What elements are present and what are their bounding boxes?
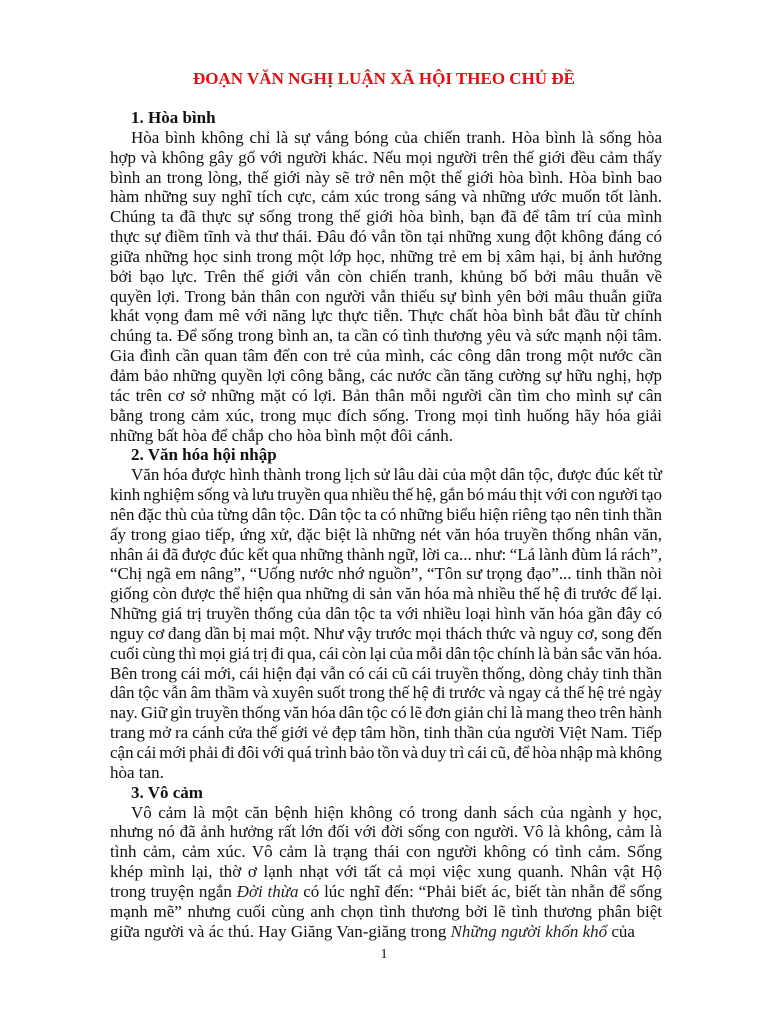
section-heading-van-hoa-hoi-nhap: 2. Văn hóa hội nhập	[131, 445, 277, 465]
text-segment: của	[607, 921, 635, 941]
text-line: Văn hóa được hình thành trong lịch sử lâu dài của một dân tộc, được đúc kết từ	[131, 465, 662, 485]
text-line	[110, 922, 662, 942]
text-line: kinh nghiệm sống và lưu truyền qua nhiều thế hệ, gắn bó máu thịt với con người tạo	[110, 485, 662, 505]
text-line: trang mở ra cánh cửa thế giới vẻ đẹp tâm hồn, tinh thần của người Việt Nam. Tiếp	[110, 723, 662, 743]
text-line: Chúng ta đã thực sự sống trong thế giới hòa bình, bạn đã để tâm trí của mình	[110, 207, 662, 227]
text-segment: có lúc nghĩ đến: “Phải biết ác, biết tàn nhẫn để sống	[298, 881, 663, 901]
text-line: tình cảm, cảm xúc. Vô cảm là trạng thái con người không có tình cảm. Sống	[110, 842, 662, 862]
document-title: ĐOẠN VĂN NGHỊ LUẬN XÃ HỘI THEO CHỦ ĐỀ	[193, 69, 575, 88]
text-line: cuối cùng thì mọi giá trị đi qua, cái còn lại của mỗi dân tộc chính là bản sắc văn hóa.	[110, 643, 662, 663]
text-line: tác trên cơ sở những mặt có lợi. Bản thân mỗi người cần tìm cho mình sự cân	[110, 385, 662, 405]
text-line: thực sự điềm tĩnh và thư thái. Đâu đó vẫn tồn tại những xung đột không đáng có	[110, 227, 662, 247]
text-line: “Chị ngã em nâng”, “Uống nước nhớ nguồn”, “Tôn sư trọng đạo”... tinh thần nòi	[110, 564, 662, 584]
text-line: nhân ái đã được đúc kết qua những thành ngữ, lời ca... như: “Lá lành đùm lá rách”,	[110, 544, 662, 564]
text-line: bình an trong lòng, thế giới này sẽ trở nên một thế giới hòa bình. Hòa bình bao	[110, 167, 662, 187]
text-line: chúng ta. Để sống trong bình an, ta cần có tình thương yêu và sức mạnh nội tâm.	[110, 326, 662, 346]
text-line: bởi bạo lực. Trên thế giới vẫn còn chiến tranh, khủng bố bởi mâu thuẫn về	[110, 266, 662, 286]
text-line: Vô cảm là một căn bệnh hiện không có trong danh sách của ngành y học,	[131, 802, 662, 822]
text-line: bằng trong cảm xúc, trong mục đích sống. Trong mọi tình huống hãy hóa giải	[110, 405, 662, 425]
text-line: quyền lợi. Trong bản thân con người vẫn thiếu sự bình yên bởi mâu thuẫn giữa	[110, 286, 662, 306]
paragraph-van-hoa-hoi-nhap	[110, 465, 662, 783]
text-line: giống còn được thể hiện qua những di sản văn hóa mà nhiều thế hệ đi trước để lại.	[110, 584, 662, 604]
text-line: nên đặc thù của từng dân tộc. Dân tộc ta có những biểu hiện riêng tạo nên tinh thần	[110, 504, 662, 524]
text-line: mạnh mẽ” nhưng cuối cùng anh chọn tình thương bởi lẽ tình thương phân biệt	[110, 901, 662, 921]
text-line: Bên trong cái mới, cái hiện đại vẫn có cái cũ cái truyền thống, dòng chảy tinh thần	[110, 663, 662, 683]
paragraph-vo-cam	[110, 803, 662, 942]
text-line: dân tộc vẫn âm thầm và xuyên suốt trong thế hệ đi trước và ngay cả thế hệ trẻ ngày	[110, 683, 662, 703]
text-line: những bất hòa để chắp cho hòa bình một đôi cánh.	[110, 425, 453, 445]
text-line: hòa tan.	[110, 762, 164, 782]
section-heading-hoa-binh: 1. Hòa bình	[131, 108, 216, 127]
text-segment: trong truyện ngắn	[110, 881, 237, 901]
text-line: giữa những học sinh trong một lớp học, những trẻ em bị xâm hại, bị ảnh hưởng	[110, 246, 662, 266]
page-number: 1	[380, 947, 388, 962]
document-body	[110, 108, 662, 941]
text-line: nay. Giữ gìn truyền thống văn hóa dân tộc có lẽ đơn giản chỉ là mang theo trên hành	[110, 703, 662, 723]
text-line: Gia đình cần quan tâm đến con trẻ của mình, các công dân trong một nước cần	[110, 346, 662, 366]
text-line: Những giá trị truyền thống của dân tộc ta với nhiều loại hình văn hóa gần đây có	[110, 604, 662, 624]
text-line: ấy trong giao tiếp, ứng xử, đặc biệt là những nét văn hóa truyền thống nhân văn,	[110, 524, 662, 544]
text-line: hàm những suy nghĩ tích cực, cảm xúc trong sáng và những ước muốn tốt lành.	[110, 187, 662, 207]
text-line: khát vọng đam mê với năng lực thực tiễn. Thực chất hòa bình bắt đầu từ chính	[110, 306, 662, 326]
section-heading-vo-cam: 3. Vô cảm	[131, 782, 203, 802]
book-title-italic: Những người khốn khổ	[450, 921, 608, 941]
text-line: khép mình lại, thờ ơ lạnh nhạt với tất cả mọi việc xung quanh. Nhân vật Hộ	[110, 862, 662, 882]
text-line: cận cái mới phải đi đôi với quá trình bảo tồn và duy trì cái cũ, để hòa nhập mà không	[110, 743, 662, 762]
text-line	[110, 882, 662, 902]
text-segment: giữa người và ác thú. Hay Giăng Van-giăng trong	[110, 921, 451, 941]
text-line: hợp và không gây gổ với người khác. Nếu mọi người trên thế giới đều cảm thấy	[110, 147, 662, 167]
text-line: nhưng nó đã ảnh hưởng rất lớn đối với đời sống con người. Vô là không, cảm là	[110, 822, 662, 842]
text-line: đảm bảo những quyền lợi công bằng, các nước cần tăng cường sự hữu nghị, hợp	[110, 365, 662, 385]
paragraph-hoa-binh	[110, 128, 662, 446]
book-title-italic: Đời thừa	[236, 881, 299, 901]
text-line: nguy cơ đang dần bị mai một. Như vậy trước mọi thách thức và nguy cơ, song đến	[110, 623, 662, 643]
text-line: Hòa bình không chỉ là sự vắng bóng của chiến tranh. Hòa bình là sống hòa	[131, 127, 662, 147]
